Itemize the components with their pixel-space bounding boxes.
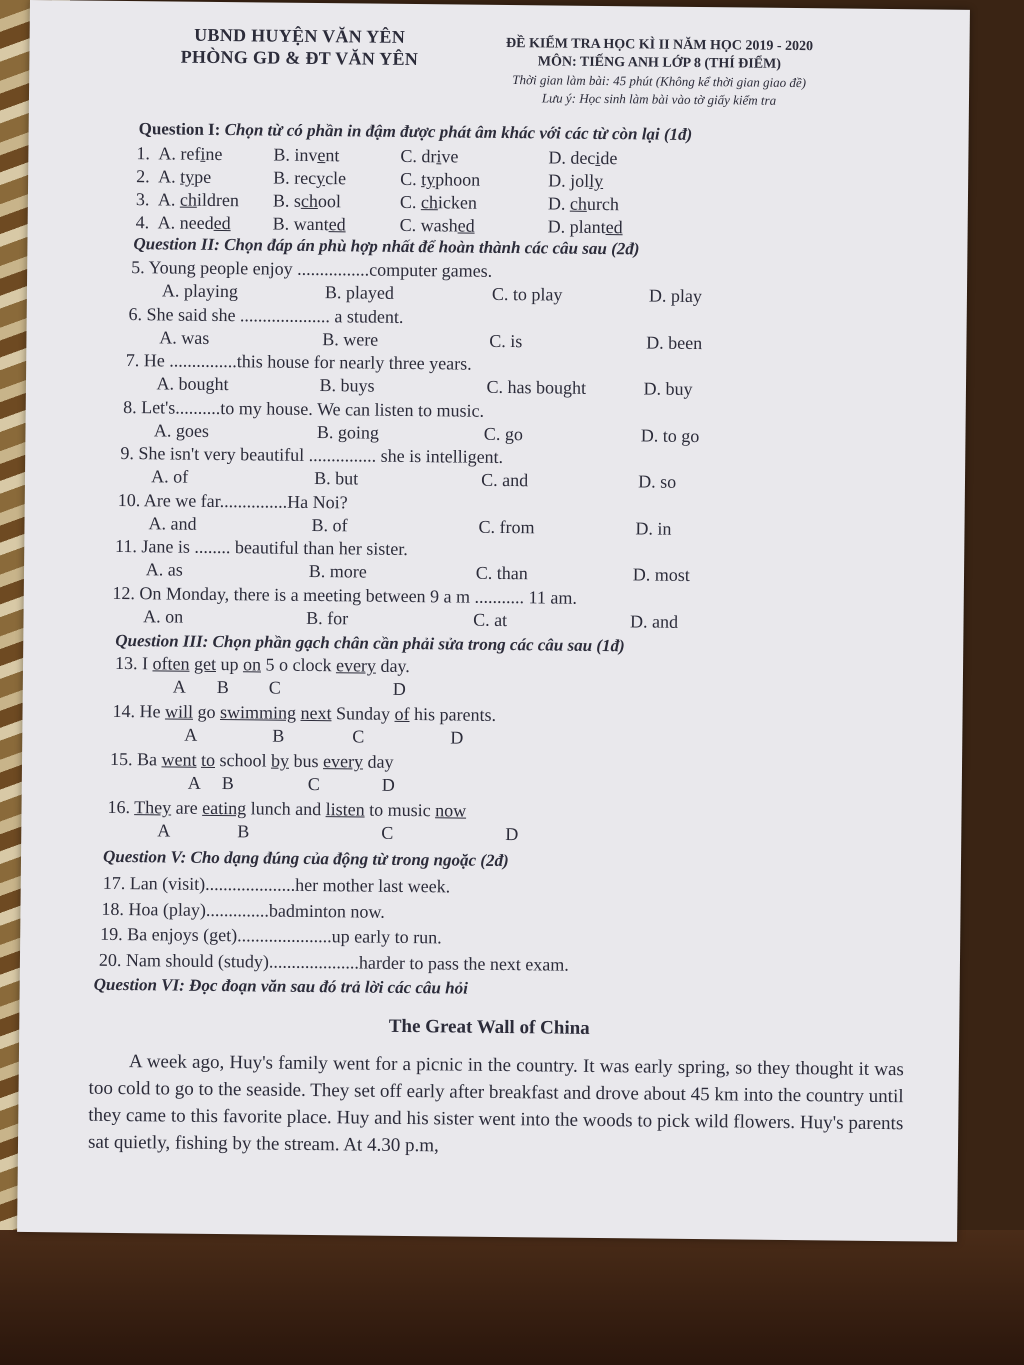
option-b: B. more bbox=[308, 560, 367, 582]
exam-duration: Thời gian làm bài: 45 phút (Không kể thời gian giao đề) bbox=[512, 72, 807, 91]
question-1-label: Question I: bbox=[138, 119, 221, 140]
option-a: A. was bbox=[159, 326, 210, 348]
underlined-part: to bbox=[200, 749, 216, 770]
option-text: de bbox=[600, 147, 618, 169]
sentence-text: school bbox=[214, 749, 272, 771]
option-c: C. from bbox=[478, 516, 535, 537]
option-b: B. for bbox=[306, 607, 349, 628]
error-sentence bbox=[107, 797, 466, 822]
part-label-a: A bbox=[157, 820, 171, 841]
question-stem: 5. Young people enjoy ................computer games. bbox=[131, 257, 493, 281]
option-text: D. bbox=[547, 193, 571, 214]
part-label-c: C bbox=[307, 773, 320, 795]
option-text: A. ref bbox=[158, 143, 201, 164]
underlined-sound: ed bbox=[457, 215, 475, 236]
part-label-b: B bbox=[272, 725, 285, 746]
underlined-sound: ch bbox=[179, 189, 198, 210]
option-c bbox=[400, 169, 480, 191]
option-c: C. at bbox=[473, 609, 508, 630]
exam-paper bbox=[17, 0, 970, 1242]
option-b bbox=[273, 214, 346, 236]
sentence-text: day. bbox=[375, 655, 410, 677]
verb-item: 20. Nam should (study)....................harder to pass the next exam. bbox=[98, 949, 569, 975]
option-c: C. has bought bbox=[486, 376, 587, 398]
sentence-text: 5 o clock bbox=[260, 654, 337, 676]
option-a: A. on bbox=[143, 605, 184, 627]
option-text: B. want bbox=[272, 213, 329, 235]
option-b bbox=[273, 168, 346, 190]
option-a: A. and bbox=[148, 512, 197, 534]
underlined-sound: ch bbox=[300, 190, 319, 212]
sentence-text: up bbox=[215, 653, 244, 675]
verb-item: 17. Lan (visit)....................her mother last week. bbox=[102, 872, 451, 897]
option-d bbox=[548, 170, 603, 192]
option-d: D. so bbox=[638, 471, 677, 492]
option-d: D. most bbox=[632, 564, 690, 585]
question-stem: 11. Jane is ........ beautiful than her sister. bbox=[114, 535, 408, 559]
underlined-sound: ty bbox=[421, 169, 436, 190]
option-text: B. s bbox=[272, 190, 302, 211]
underlined-part: went bbox=[161, 749, 197, 770]
option-d: D. to go bbox=[640, 424, 700, 446]
sentence-text: lunch and bbox=[246, 798, 326, 820]
option-c: C. than bbox=[475, 562, 528, 584]
underlined-part: will bbox=[164, 701, 194, 722]
option-c: C. go bbox=[483, 423, 523, 444]
error-sentence bbox=[115, 653, 410, 677]
sentence-text: day bbox=[362, 751, 394, 772]
option-c: C. and bbox=[481, 469, 529, 491]
error-sentence bbox=[110, 749, 394, 773]
option-b: B. buys bbox=[319, 375, 375, 396]
underlined-part: listen bbox=[325, 799, 365, 820]
underlined-sound: ch bbox=[420, 192, 439, 213]
option-text: urch bbox=[586, 193, 619, 215]
option-c: C. is bbox=[489, 330, 523, 351]
option-text: icken bbox=[437, 192, 478, 213]
option-a: A. playing bbox=[161, 280, 239, 302]
underlined-sound: ed bbox=[213, 212, 231, 234]
part-label-a: A bbox=[184, 724, 198, 745]
underlined-sound: ed bbox=[605, 217, 623, 238]
option-b bbox=[273, 191, 341, 213]
passage-title: The Great Wall of China bbox=[388, 1015, 590, 1039]
question-number: 3. bbox=[135, 189, 150, 210]
part-label-c: C bbox=[352, 726, 365, 747]
question-stem: 10. Are we far...............Ha Noi? bbox=[117, 489, 348, 512]
question-number: 4. bbox=[135, 212, 150, 233]
school-header bbox=[149, 23, 449, 70]
exam-subject: MÔN: TIẾNG ANH LỚP 8 (THÍ ĐIỂM) bbox=[537, 54, 782, 72]
option-text: nt bbox=[325, 145, 340, 166]
part-label-d: D bbox=[450, 727, 464, 748]
underlined-part: eating bbox=[202, 797, 247, 819]
option-text: C. dr bbox=[400, 145, 437, 167]
option-a bbox=[158, 212, 231, 234]
verb-item: 18. Hoa (play)..............badminton now. bbox=[101, 898, 385, 922]
question-1-instruction: Chọn từ có phần in đậm được phát âm khác với các từ còn lại (1đ) bbox=[224, 120, 693, 144]
part-label-b: B bbox=[237, 821, 250, 842]
option-text: A. need bbox=[157, 212, 214, 233]
question-stem: 7. He ...............this house for nearly three years. bbox=[125, 350, 472, 374]
sentence-text: 16. bbox=[107, 796, 135, 818]
sentence-text: Sunday bbox=[331, 703, 395, 724]
question-1-title bbox=[139, 119, 693, 145]
option-a: A. goes bbox=[153, 419, 209, 441]
question-3-title: Question III: Chọn phần gạch chân cần phải sửa trong các câu sau (1đ) bbox=[115, 630, 625, 656]
option-text: C. bbox=[399, 191, 422, 213]
district-name: UBND HUYỆN VĂN YÊN bbox=[194, 24, 406, 47]
table-surface bbox=[0, 1230, 1024, 1365]
option-d bbox=[548, 216, 623, 238]
underlined-sound: y bbox=[316, 168, 326, 189]
question-2-title: Question II: Chọn đáp án phù hợp nhất để hoàn thành các câu sau (2đ) bbox=[133, 234, 640, 259]
option-b: B. played bbox=[324, 282, 395, 303]
underlined-sound: i bbox=[595, 147, 601, 168]
underlined-sound: ly bbox=[589, 170, 604, 192]
sentence-text: go bbox=[192, 701, 221, 723]
option-a bbox=[158, 189, 239, 211]
sentence-text: bus bbox=[288, 750, 324, 772]
option-b: B. but bbox=[314, 468, 359, 489]
part-label-d: D bbox=[505, 824, 519, 845]
underlined-sound: ty bbox=[180, 166, 195, 187]
exam-title: ĐỀ KIỂM TRA HỌC KÌ II NĂM HỌC 2019 - 2020 bbox=[505, 35, 814, 55]
option-text: D. plant bbox=[547, 216, 606, 238]
underlined-part: on bbox=[242, 654, 262, 675]
department-name: PHÒNG GD & ĐT VĂN YÊN bbox=[180, 46, 419, 70]
option-a: A. as bbox=[145, 559, 183, 580]
sentence-text: his parents. bbox=[409, 704, 497, 725]
option-a: A. bought bbox=[156, 373, 229, 395]
underlined-part: by bbox=[270, 750, 290, 771]
underlined-sound: i bbox=[200, 143, 206, 164]
part-label-c: C bbox=[268, 677, 281, 698]
option-text: ve bbox=[441, 146, 459, 167]
option-text: D. dec bbox=[548, 147, 596, 168]
question-5-title: Question V: Cho dạng đúng của động từ trong ngoặc (2đ) bbox=[102, 846, 509, 871]
underlined-part: next bbox=[300, 702, 332, 724]
underlined-sound: ed bbox=[328, 214, 346, 235]
underlined-sound: ch bbox=[569, 193, 588, 214]
question-6-title: Question VI: Đọc đoạn văn sau đó trả lời các câu hỏi bbox=[93, 974, 468, 998]
sentence-text: 15. Ba bbox=[109, 748, 162, 770]
part-label-d: D bbox=[392, 678, 406, 699]
reading-passage bbox=[88, 1048, 904, 1165]
option-text: C. wash bbox=[399, 214, 458, 236]
option-text: B. inv bbox=[273, 144, 318, 166]
part-label-a: A bbox=[172, 676, 186, 697]
option-c bbox=[400, 192, 477, 214]
sentence-text: are bbox=[171, 797, 203, 818]
option-text: ool bbox=[317, 191, 342, 212]
option-d: D. and bbox=[630, 610, 679, 632]
exam-note: Lưu ý: Học sinh làm bài vào tờ giấy kiểm tra bbox=[541, 90, 777, 108]
underlined-part: every bbox=[322, 751, 364, 772]
option-c bbox=[400, 146, 458, 168]
option-d: D. in bbox=[635, 517, 672, 539]
option-text: A. bbox=[158, 166, 181, 187]
question-stem: 6. She said she .................... a student. bbox=[128, 303, 404, 327]
option-text: ildren bbox=[196, 189, 240, 211]
option-a bbox=[158, 166, 211, 188]
option-text: cle bbox=[325, 168, 347, 189]
verb-item: 19. Ba enjoys (get).....................up early to run. bbox=[100, 923, 442, 948]
option-c bbox=[400, 215, 475, 237]
question-number: 1. bbox=[136, 143, 151, 164]
question-stem: 8. Let's..........to my house. We can listen to music. bbox=[123, 396, 485, 421]
underlined-part: swimming bbox=[219, 702, 297, 723]
underlined-part: They bbox=[134, 797, 172, 818]
option-b: B. were bbox=[322, 328, 379, 350]
underlined-part: of bbox=[394, 703, 410, 725]
option-c: C. to play bbox=[491, 283, 563, 305]
underlined-sound: e bbox=[317, 145, 326, 166]
part-label-a: A bbox=[187, 772, 201, 793]
underlined-part: often bbox=[152, 653, 190, 674]
option-text: C. bbox=[400, 168, 422, 190]
option-a: A. of bbox=[151, 466, 189, 487]
sentence-text: to music bbox=[364, 799, 436, 821]
option-a bbox=[158, 143, 222, 165]
underlined-part: now bbox=[435, 800, 467, 821]
option-text: phoon bbox=[435, 169, 481, 190]
part-label-b: B bbox=[221, 773, 234, 794]
option-d: D. been bbox=[646, 331, 703, 353]
part-label-b: B bbox=[216, 676, 229, 698]
sentence-text: 14. He bbox=[112, 700, 166, 722]
option-text: B. rec bbox=[273, 167, 317, 189]
question-number: 2. bbox=[136, 166, 150, 187]
option-d: D. play bbox=[648, 285, 703, 307]
option-b: B. going bbox=[316, 421, 380, 443]
sentence-text: 13. I bbox=[114, 652, 153, 674]
passage-text: A week ago, Huy's family went for a picnic in the country. It was early spring, so they thought it was too cold to go to the seaside. They set off early after breakfast and drove about 45 km into the country until they came to this favorite place. Huy and his sister went into the woods to pick wild flowers. Huy's parents sat quietly, fishing by the stream. At 4.30 p.m, bbox=[87, 1051, 904, 1157]
underlined-sound: i bbox=[436, 146, 442, 167]
option-d bbox=[548, 147, 617, 169]
option-text: D. jol bbox=[548, 170, 590, 191]
part-label-c: C bbox=[381, 822, 394, 843]
underlined-part: get bbox=[193, 653, 217, 674]
option-text: A. bbox=[157, 189, 181, 210]
option-d bbox=[548, 193, 619, 215]
question-stem: 12. On Monday, there is a meeting between 9 a m ........... 11 am. bbox=[112, 582, 578, 608]
option-b: B. of bbox=[311, 514, 348, 535]
exam-header bbox=[459, 35, 860, 111]
underlined-part: every bbox=[335, 655, 377, 676]
part-label-d: D bbox=[381, 774, 395, 795]
option-b bbox=[273, 145, 339, 167]
question-stem: 9. She isn't very beautiful ............... she is intelligent. bbox=[120, 442, 504, 467]
option-text: pe bbox=[194, 166, 212, 187]
option-d: D. buy bbox=[643, 378, 693, 399]
option-text: ne bbox=[205, 143, 223, 165]
error-sentence bbox=[112, 701, 496, 726]
